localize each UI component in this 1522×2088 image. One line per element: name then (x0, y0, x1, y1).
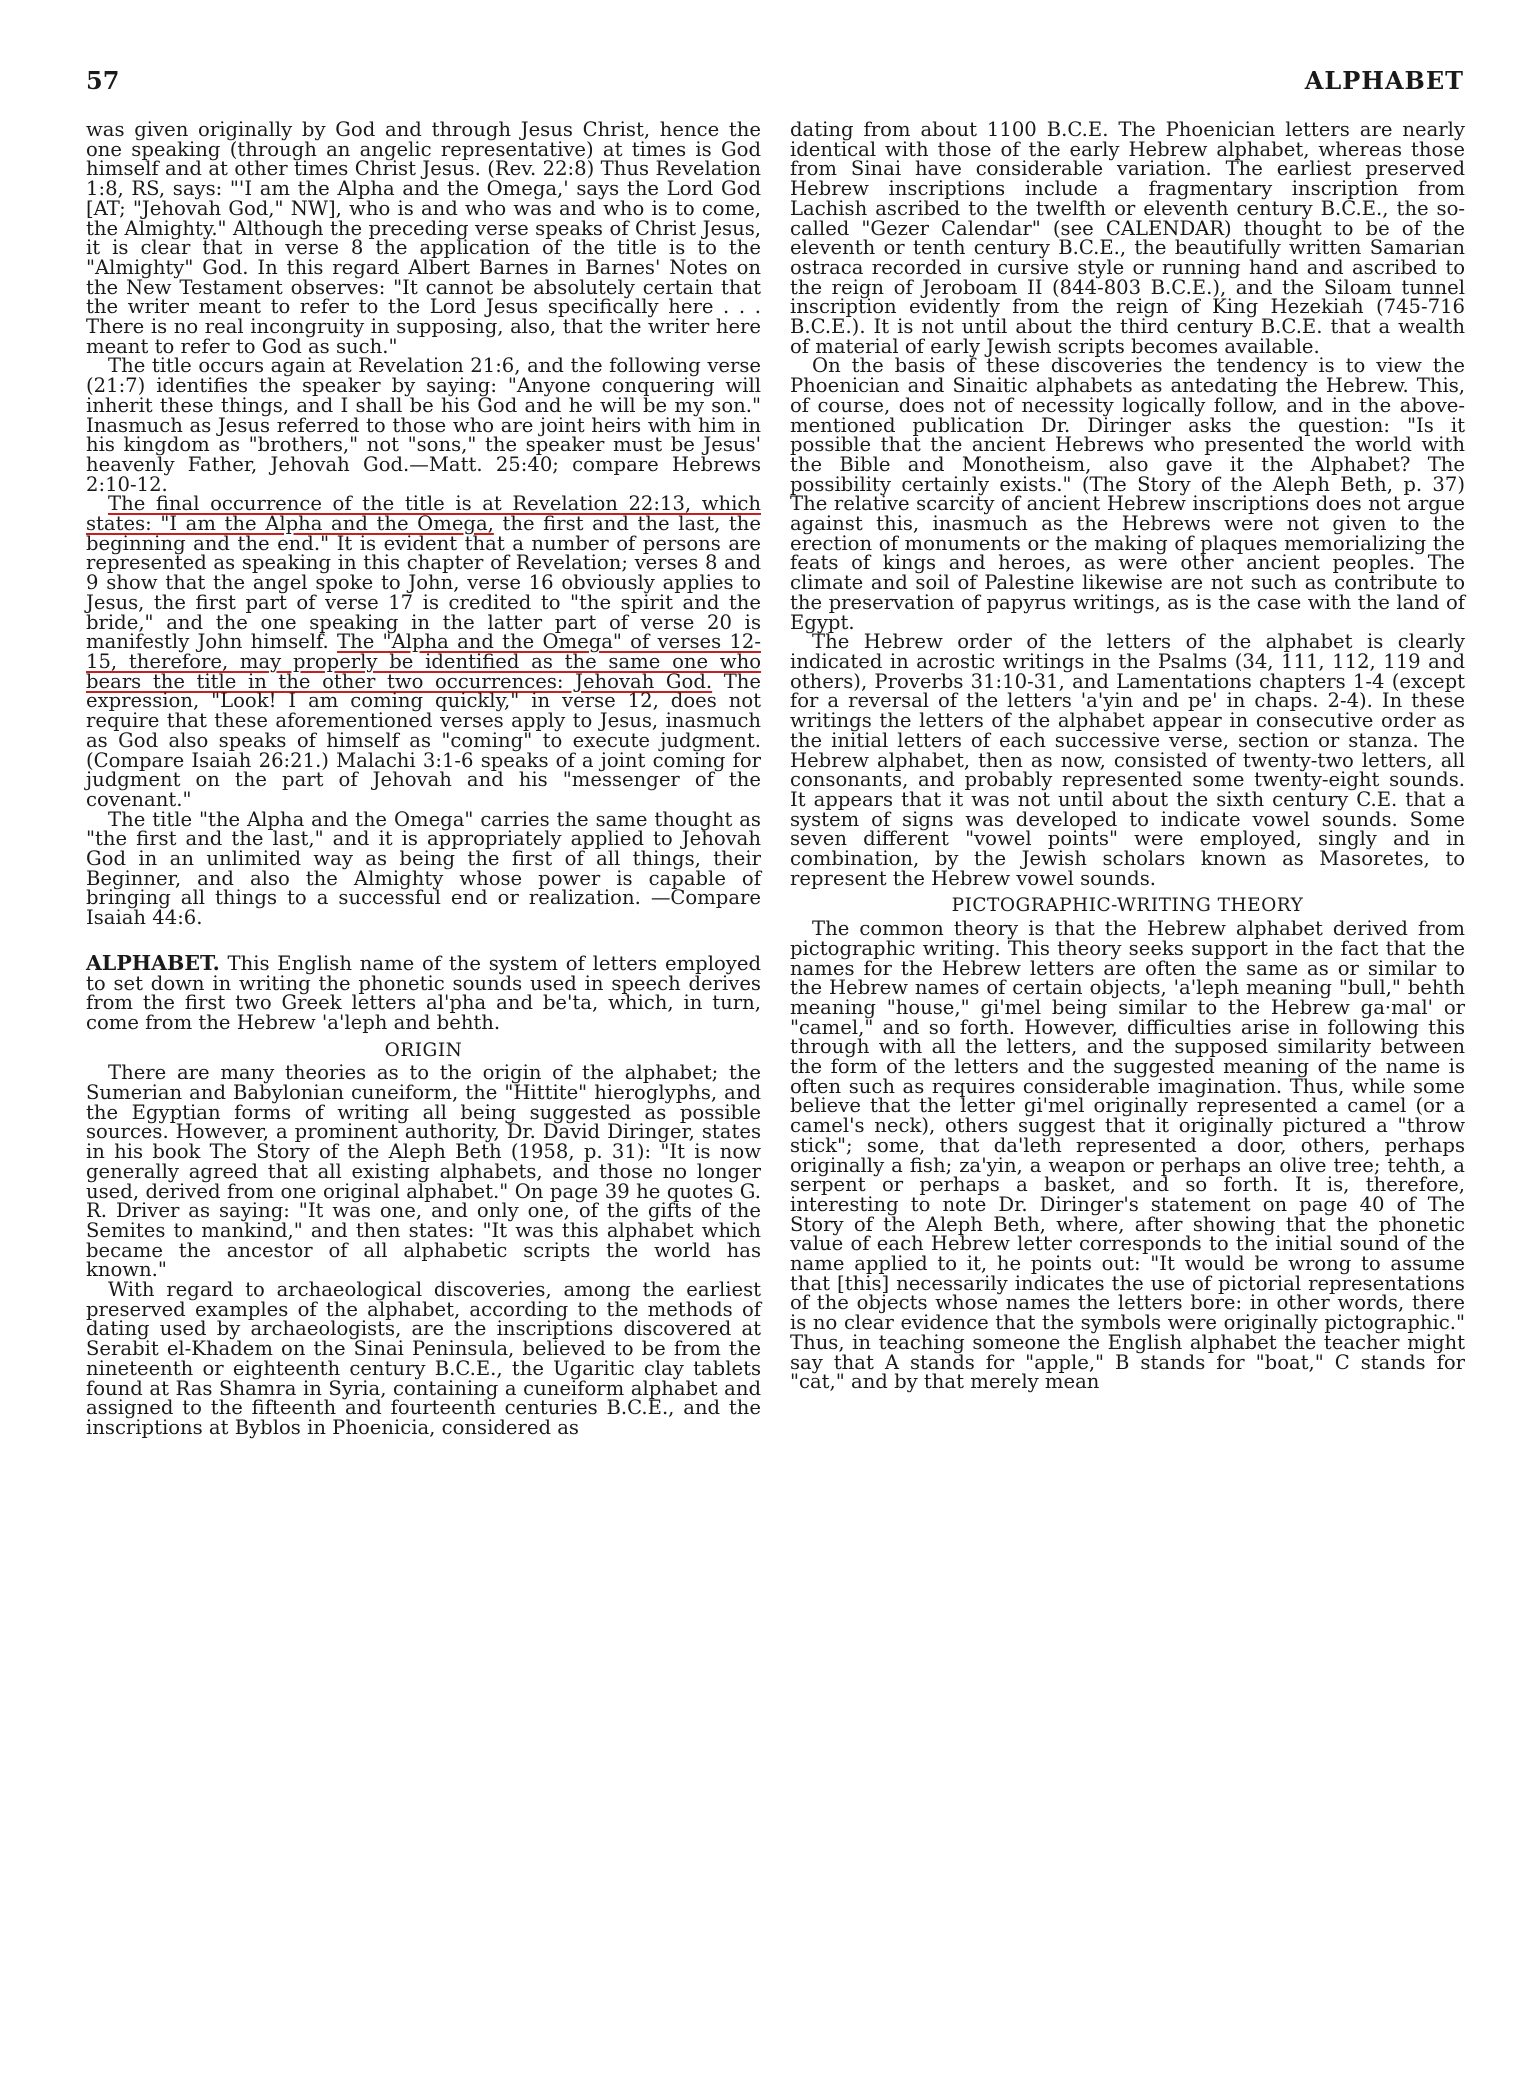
right-column (790, 120, 1465, 1392)
paragraph: The Hebrew order of the letters of the alphabet is clearly indicated in acrostic writings in the Psalms (34, 111, 112, 119 and others), Proverbs 31:10-31, and Lamentations chapters 1-4 (except for a reversal of the letters 'a'yin and pe' in chaps. 2-4). In these writings the letters of the alphabet appear in consecutive order as the initial letters of each successive verse, section or stanza. The Hebrew alphabet, then as now, consisted of twenty-two letters, all consonants, and probably represented some twenty-eight sounds. It appears that it was not until about the sixth century C.E. that a system of signs was developed to indicate vowel sounds. Some seven different "vowel points" were employed, singly and in combination, by the Jewish scholars known as Masoretes, to represent the Hebrew vowel sounds. (790, 630, 1465, 890)
page-header (86, 66, 1464, 96)
paragraph: The common theory is that the Hebrew alphabet derived from pictographic writing. This theory seeks support in the fact that the names for the Hebrew letters are often the same as or similar to the Hebrew names of certain objects, 'a'leph meaning "bull," behth meaning "house," gi'mel being similar to the Hebrew ga·mal' or "camel," and so forth. However, difficulties arise in following this through with all the letters, and the supposed similarity between the form of the letters and the suggested meaning of the name is often such as requires considerable imagination. Thus, while some believe that the letter gi'mel originally represented a camel (or a camel's neck), others suggest that it originally pictured a "throw stick"; some, that da'leth represented a door, others, perhaps originally a fish; za'yin, a weapon or perhaps an olive tree; tehth, a serpent or perhaps a basket, and so forth. It is, therefore, interesting to note Dr. Diringer's statement on page 40 of The Story of the Aleph Beth, where, after showing that the phonetic value of each Hebrew letter corresponds to the initial sound of the name applied to it, he points out: "It would be wrong to assume that [this] necessarily indicates the use of pictorial representations of the objects whose names the letters bore: in other words, there is no clear evidence that the symbols were originally pictographic." Thus, in teaching someone the English alphabet the teacher might say that A stands for "apple," B stands for "boat," C stands for "cat," and by that merely mean (790, 917, 1465, 1394)
entry-headword: ALPHABET. (86, 950, 220, 975)
running-head: ALPHABET (1304, 66, 1464, 95)
entry-alphabet (86, 950, 761, 1034)
paragraph: There are many theories as to the origin of the alphabet; the Sumerian and Babylonian cuneiform, the "Hittite" hieroglyphs, and the Egyptian forms of writing all being suggested as possible sources. However, a prominent authority, Dr. David Diringer, states in his book The Story of the Aleph Beth (1958, p. 31): "It is now generally agreed that all existing alphabets, and those no longer used, derived from one original alphabet." On page 39 he quotes G. R. Driver as saying: "It was one, and only one, of the gifts of the Semites to mankind," and then states: "It was this alphabet which became the ancestor of all alphabetic scripts the world has known." (86, 1061, 761, 1282)
paragraph: The title "the Alpha and the Omega" carries the same thought as "the first and the last," and it is appropriately applied to Jehovah God in an unlimited way as being the first of all things, their Beginner, and also the Almighty whose power is capable of bringing all things to a successful end or realization. —Compare Isaiah 44:6. (86, 807, 761, 930)
underlined-text: The "Alpha and the Omega" of verses 12-15, therefore, may properly be identified as the same one who bears the title in the other two occurrences: Jehovah God. (86, 630, 761, 693)
paragraph: With regard to archaeological discoveries, among the earliest preserved examples of the alphabet, according to the methods of dating used by archaeologists, are the inscriptions discovered at Serabit el-Khadem on the Sinai Peninsula, believed to be from the nineteenth or eighteenth century B.C.E., the Ugaritic clay tablets found at Ras Shamra in Syria, containing a cuneiform alphabet and assigned to the fifteenth and fourteenth centuries B.C.E., and the inscriptions at Byblos in Phoenicia, considered as (86, 1278, 761, 1439)
entry-intro: This English name of the system of letters employed to set down in writing the phonetic sounds used in speech derives from the first two Greek letters al'pha and be'ta, which, in turn, come from the Hebrew 'a'leph and behth. (86, 951, 761, 1034)
section-heading-origin: ORIGIN (384, 1039, 463, 1061)
paragraph: The title occurs again at Revelation 21:6, and the following verse (21:7) identifies the speaker by saying: "Anyone conquering will inherit these things, and I shall be his God and he will be my son." Inasmuch as Jesus referred to those who are joint heirs with him in his kingdom as "brothers," not "sons," the speaker must be Jesus' heavenly Father, Jehovah God.—Matt. 25:40; compare Hebrews 2:10-12. (86, 354, 761, 496)
paragraph-text: The expression, "Look! I am coming quickly," in verse 12, does not require that these aforementioned verses apply to Jesus, inasmuch as God also speaks of himself as "coming" to execute judgment. (Compare Isaiah 26:21.) Malachi 3:1-6 speaks of a joint coming for judgment on the part of Jehovah and his "messenger of the covenant." (86, 669, 762, 811)
underlined-text: The final occurrence of the title is at Revelation 22:13, which states: "I am the Alpha and the Omega, (86, 492, 761, 536)
paragraph-text: the first and the last, the beginning and the end." It is evident that a number of persons are represented as speaking in this chapter of Revelation; verses 8 and 9 show that the angel spoke to John, verse 16 obviously applies to Jesus, the first part of verse 17 is credited to "the spirit and the bride," and the one speaking in the latter part of verse 20 is manifestly John himself. (86, 512, 762, 654)
section-heading-pictographic: PICTOGRAPHIC-WRITING THEORY (951, 895, 1304, 917)
paragraph-with-underline (86, 494, 761, 809)
paragraph: dating from about 1100 B.C.E. The Phoenician letters are nearly identical with those of the early Hebrew alphabet, whereas those from Sinai have considerable variation. The earliest preserved Hebrew inscriptions include a fragmentary inscription from Lachish ascribed to the twelfth or eleventh century B.C.E., the so-called "Gezer Calendar" (see CALENDAR) thought to be of the eleventh or tenth century B.C.E., the beautifully written Samarian ostraca recorded in cursive style or running hand and ascribed to the reign of Jeroboam II (844-803 B.C.E.), and the Siloam tunnel inscription evidently from the reign of King Hezekiah (745-716 B.C.E.). It is not until about the third century B.C.E. that a wealth of material of early Jewish scripts becomes available. (790, 118, 1465, 358)
page-number: 57 (86, 66, 120, 95)
left-column (86, 120, 761, 1438)
paragraph: On the basis of these discoveries the tendency is to view the Phoenician and Sinaitic alphabets as antedating the Hebrew. This, of course, does not of necessity logically follow, and in the above-mentioned publication Dr. Diringer asks the question: "Is it possible that the ancient Hebrews who presented the world with the Bible and Monotheism, also gave it the Alphabet? The possibility certainly exists." (The Story of the Aleph Beth, p. 37) The relative scarcity of ancient Hebrew inscriptions does not argue against this, inasmuch as the Hebrews were not given to the erection of monuments or the making of plaques memorializing the feats of kings and heroes, as were other ancient peoples. The climate and soil of Palestine likewise are not such as contribute to the preservation of papyrus writings, as is the case with the land of Egypt. (790, 354, 1465, 634)
paragraph: was given originally by God and through Jesus Christ, hence the one speaking (through an angelic representative) at times is God himself and at other times Christ Jesus. (Rev. 22:8) Thus Revelation 1:8, RS, says: "'I am the Alpha and the Omega,' says the Lord God [AT; "Jehovah God," NW], who is and who was and who is to come, the Almighty." Although the preceding verse speaks of Christ Jesus, it is clear that in verse 8 the application of the title is to the "Almighty" God. In this regard Albert Barnes in Barnes' Notes on the New Testament observes: "It cannot be absolutely certain that the writer meant to refer to the Lord Jesus specifically here . . . There is no real incongruity in supposing, also, that the writer here meant to refer to God as such." (86, 118, 761, 358)
